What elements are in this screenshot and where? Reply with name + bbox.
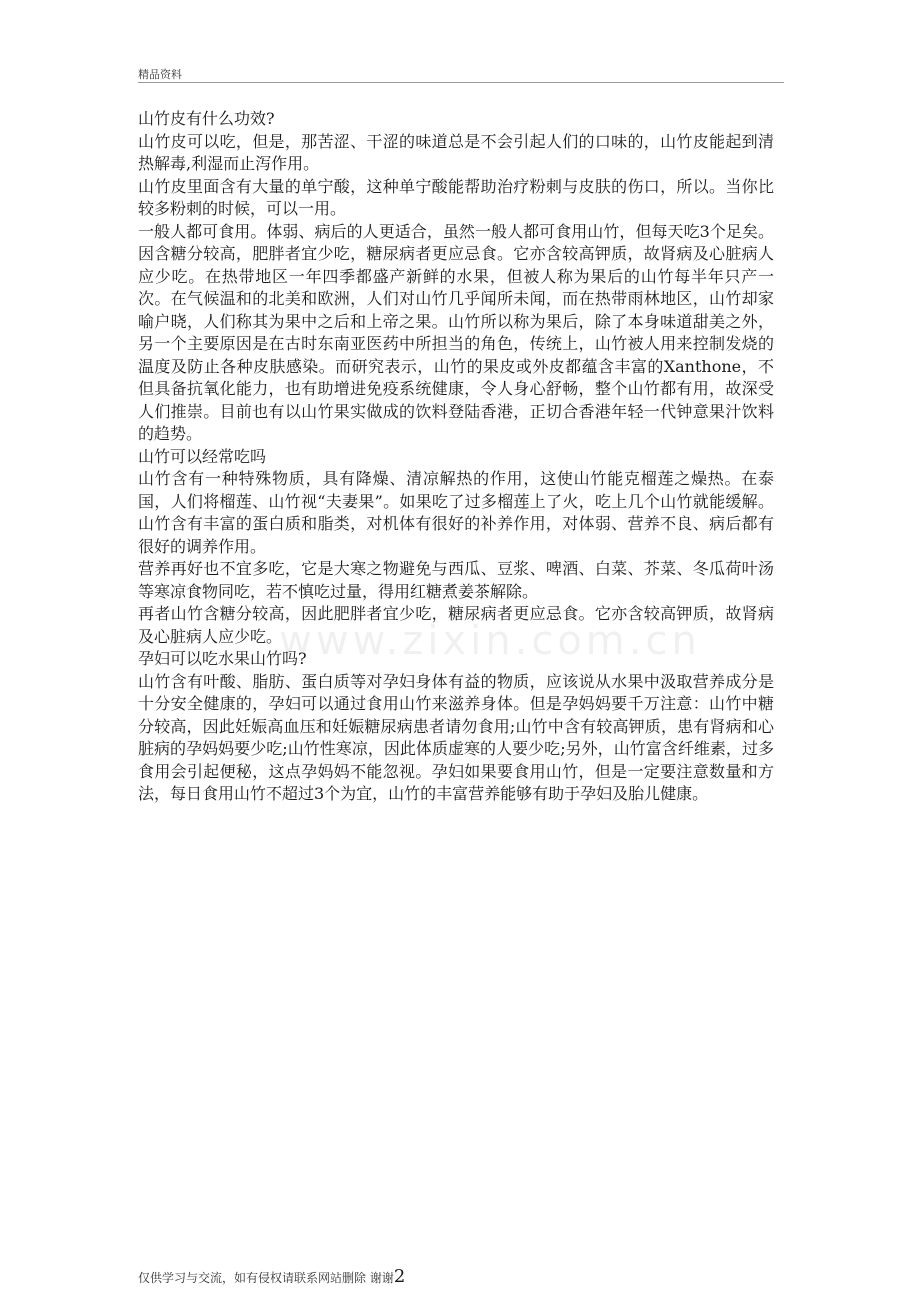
footer-disclaimer: 仅供学习与交流，如有侵权请联系网站删除 谢谢 — [138, 1271, 394, 1285]
paragraph-sugar-potassium: 再者山竹含糖分较高，因此肥胖者宜少吃，糖尿病者更应忌食。它亦含较高钾质，故肾病及心脏病人应少吃。 — [138, 604, 774, 646]
paragraph-do-not-overeat: 营养再好也不宜多吃，它是大寒之物避免与西瓜、豆浆、啤酒、白菜、芥菜、冬瓜荷叶汤等寒凉食物同吃，若不慎吃过量，得用红糖煮姜茶解除。 — [138, 559, 774, 601]
page-header-label: 精品资料 — [138, 68, 182, 81]
paragraph-cooling-effect: 山竹含有一种特殊物质，具有降燥、清凉解热的作用，这使山竹能克榴莲之燥热。在泰国，人们将榴莲、山竹视“夫妻果”。如果吃了过多榴莲上了火，吃上几个山竹就能缓解。山竹含有丰富的蛋白质和脂类，对机体有很好的补养作用，对体弱、营养不良、病后都有很好的调养作用。 — [138, 469, 774, 556]
paragraph-peel-edible: 山竹皮可以吃，但是，那苦涩、干涩的味道总是不会引起人们的口味的，山竹皮能起到清热解毒,利湿而止泻作用。 — [138, 131, 774, 173]
header-divider — [138, 82, 784, 83]
paragraph-tannic-acid: 山竹皮里面含有大量的单宁酸，这种单宁酸能帮助治疗粉刺与皮肤的伤口，所以。当你比较多粉刺的时候，可以一用。 — [138, 176, 774, 218]
heading-pregnant-women: 孕妇可以吃水果山竹吗? — [138, 649, 307, 668]
heading-eat-often: 山竹可以经常吃吗 — [138, 446, 267, 466]
watermark-text: www.zixin.com.cn — [279, 618, 701, 664]
paragraph-pregnancy-advice: 山竹含有叶酸、脂肪、蛋白质等对孕妇身体有益的物质，应该说从水果中汲取营养成分是十分安全健康的，孕妇可以通过食用山竹来滋养身体。但是孕妈妈要千万注意：山竹中糖分较高，因此妊娠高血压和妊娠糖尿病患者请勿食用;山竹中含有较高钾质，患有肾病和心脏病的孕妈妈要少吃;山竹性寒凉，因此体质虚寒的人要少吃;另外，山竹富含纤维素，过多食用会引起便秘，这点孕妈妈不能忽视。孕妇如果要食用山竹，但是一定要注意数量和方法，每日食用山竹不超过3个为宜，山竹的丰富营养能够有助于孕妇及胎儿健康。 — [138, 671, 774, 803]
document-body — [138, 108, 774, 806]
page-number: 2 — [393, 1266, 406, 1287]
page-footer — [138, 1266, 405, 1287]
paragraph-general-consumption: 一般人都可食用。体弱、病后的人更适合，虽然一般人都可食用山竹，但每天吃3个足矣。因含糖分较高，肥胖者宜少吃，糖尿病者更应忌食。它亦含较高钾质，故肾病及心脏病人应少吃。在热带地区一年四季都盛产新鲜的水果，但被人称为果后的山竹每半年只产一次。在气候温和的北美和欧洲，人们对山竹几乎闻所未闻，而在热带雨林地区，山竹却家喻户晓，人们称其为果中之后和上帝之果。山竹所以称为果后，除了本身味道甜美之外，另一个主要原因是在古时东南亚医药中所担当的角色，传统上，山竹被人用来控制发烧的温度及防止各种皮肤感染。而研究表示，山竹的果皮或外皮都蕴含丰富的Xanthone，不但具备抗氧化能力，也有助增进免疫系统健康，令人身心舒畅，整个山竹都有用，故深受人们推崇。目前也有以山竹果实做成的饮料登陆香港，正切合香港年轻一代钟意果汁饮料的趋势。 — [138, 221, 774, 443]
heading-mangosteen-peel-benefits: 山竹皮有什么功效? — [138, 109, 275, 128]
